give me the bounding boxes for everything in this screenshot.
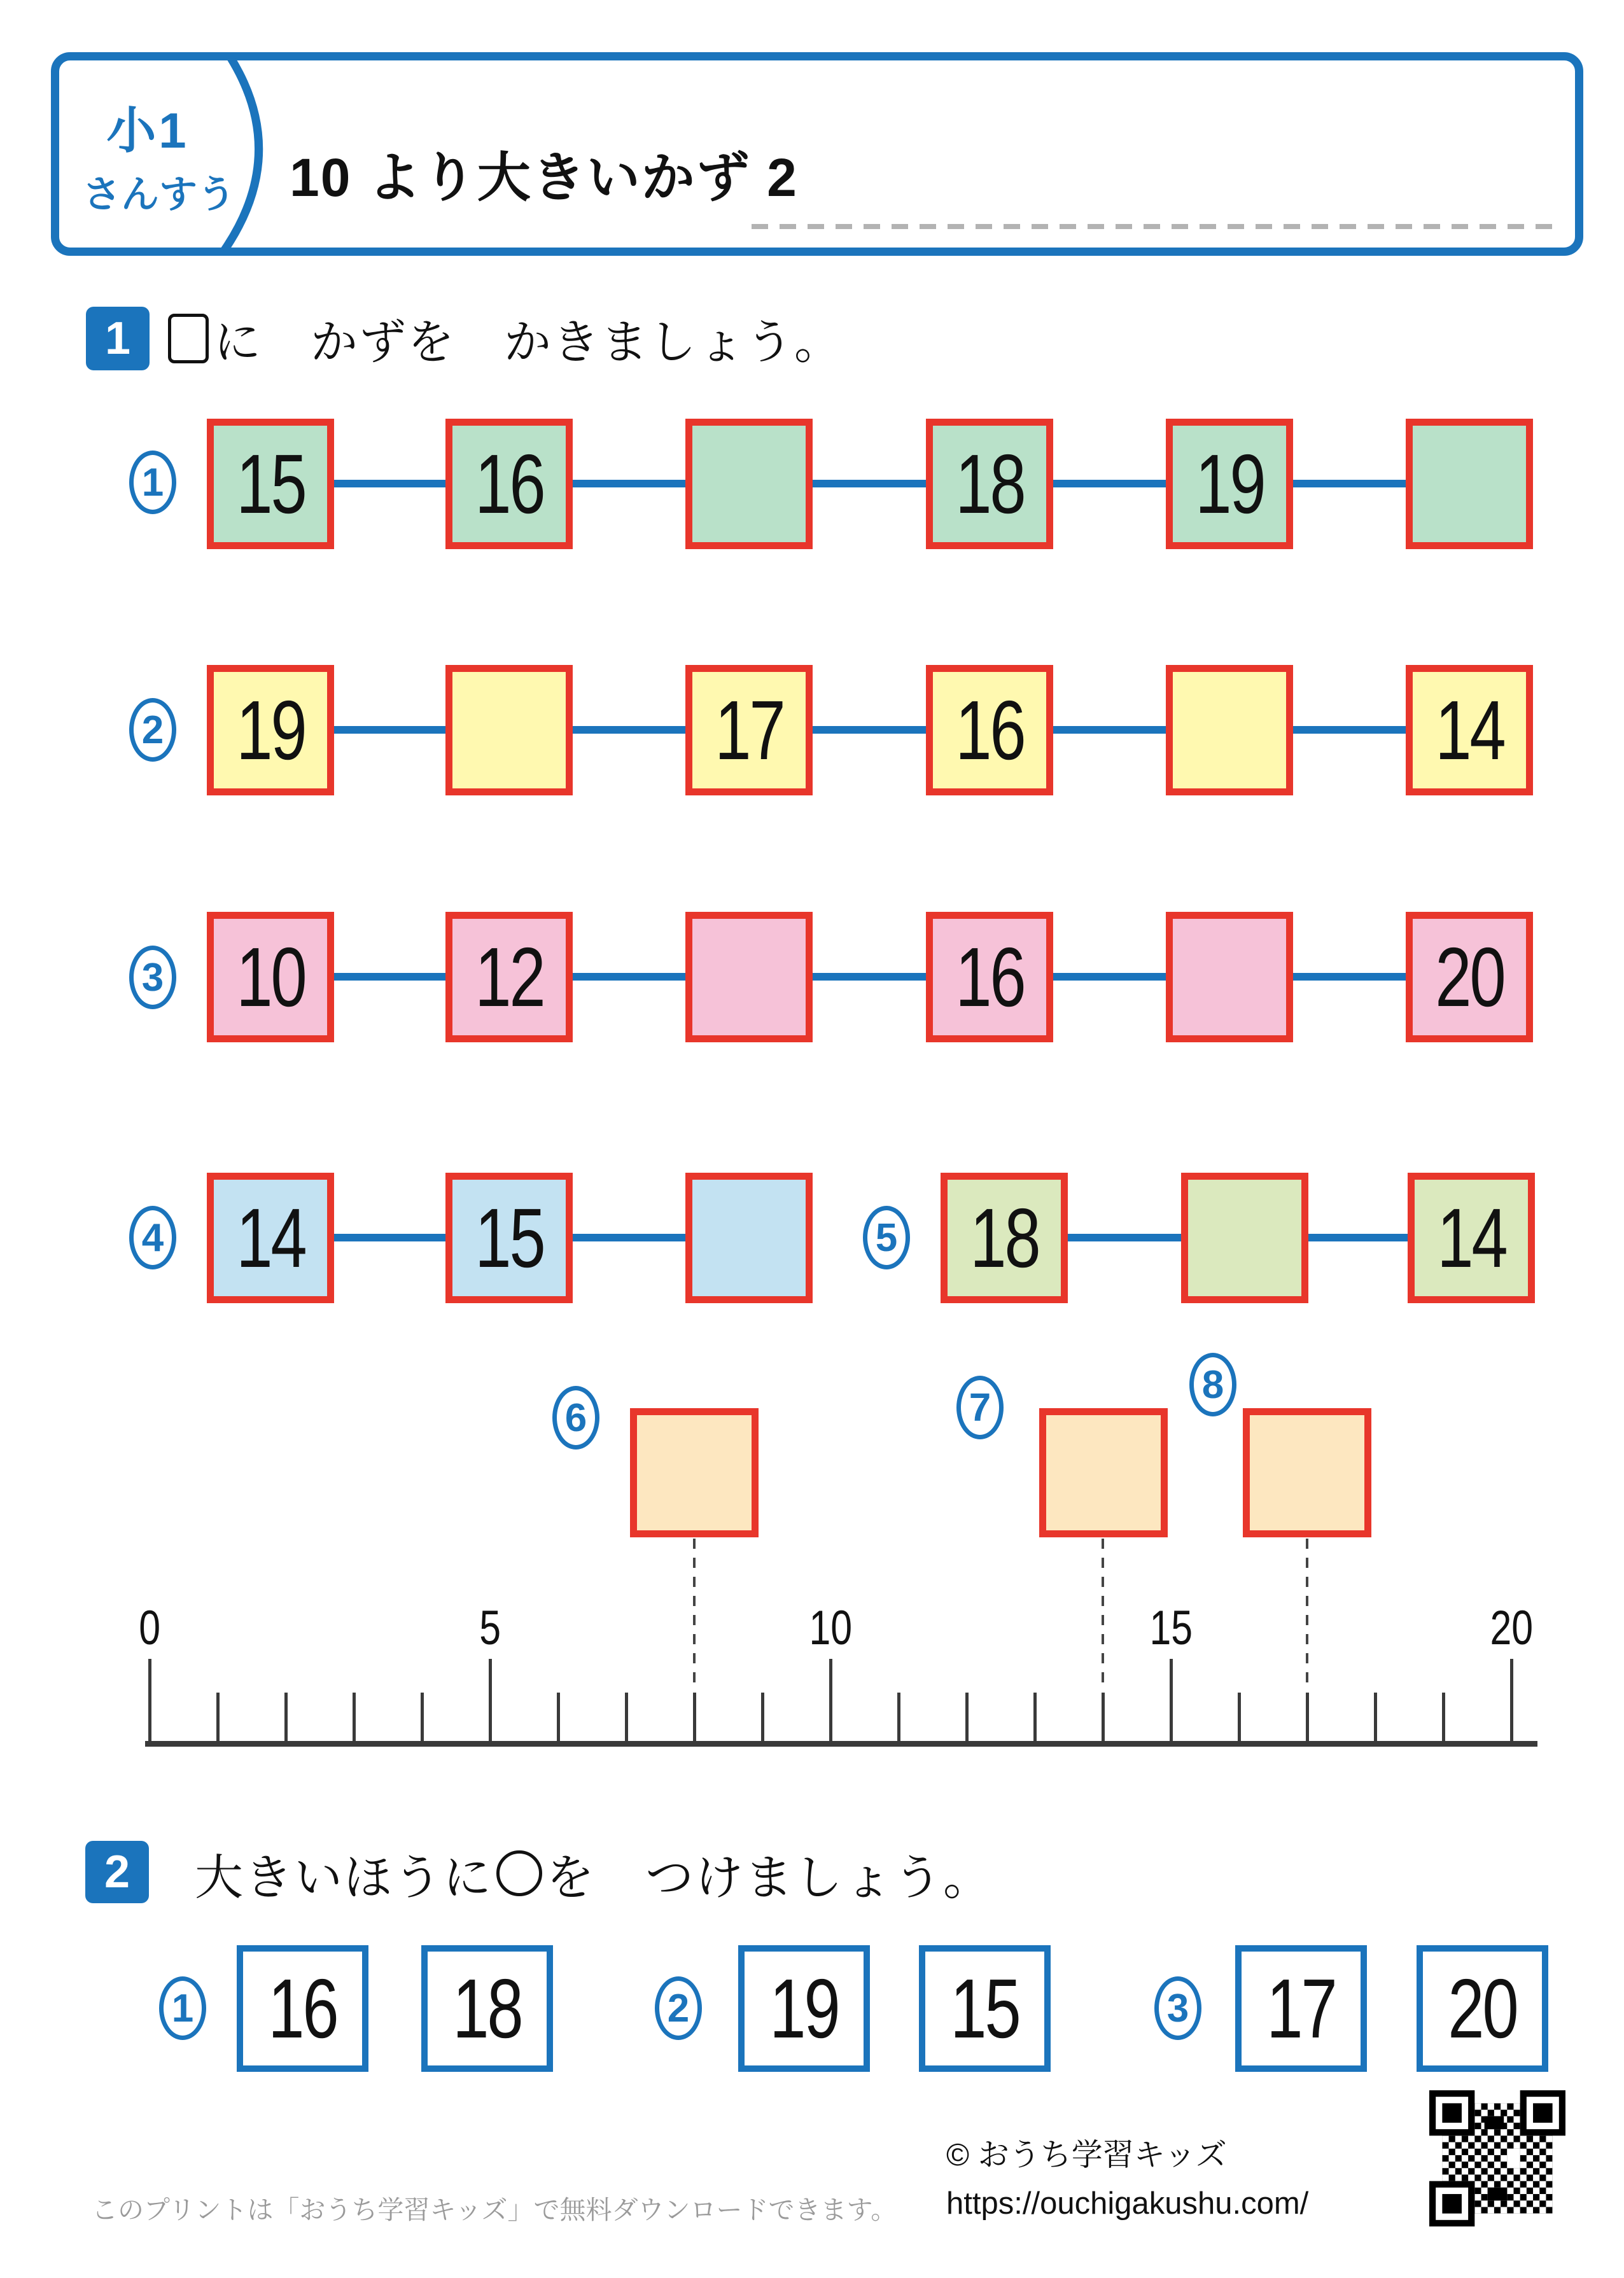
answer-box: 17: [685, 665, 813, 795]
subject-label: さんすう: [83, 173, 235, 216]
answer-box: 16: [445, 419, 573, 549]
choice-box[interactable]: 19: [738, 1945, 870, 2072]
answer-box-empty[interactable]: [1406, 419, 1533, 549]
guide-dashed-line: [1306, 1539, 1308, 1688]
answer-box-empty[interactable]: [685, 912, 813, 1042]
answer-box: 10: [207, 912, 334, 1042]
answer-box: 14: [207, 1173, 334, 1303]
answer-box: 20: [1406, 912, 1533, 1042]
tick-mark: [1374, 1693, 1377, 1741]
qr-finder-top-left: [1429, 2090, 1474, 2135]
answer-box-empty[interactable]: [630, 1408, 759, 1537]
answer-box: 18: [941, 1173, 1068, 1303]
tick-mark: [421, 1693, 424, 1741]
number-line-baseline: [145, 1741, 1537, 1747]
section1-instruction-text: に かずを かきましょう。: [214, 316, 843, 368]
answer-box: 19: [1166, 419, 1293, 549]
section2-instruction-suffix: を つけましょう。: [546, 1850, 993, 1905]
answer-box-empty[interactable]: [685, 419, 813, 549]
tick-mark: [1170, 1659, 1173, 1741]
qr-finder-top-right: [1520, 2090, 1565, 2135]
tick-mark: [284, 1693, 288, 1741]
choice-box[interactable]: 18: [421, 1945, 553, 2072]
section2-badge: 2: [85, 1841, 149, 1903]
answer-box: 15: [445, 1173, 573, 1303]
question-circle-4: 4: [129, 1206, 176, 1269]
question-circle-7: 7: [956, 1376, 1004, 1439]
guide-dashed-line: [693, 1539, 696, 1688]
number-line-label: 5: [479, 1601, 501, 1655]
section2-instruction: [195, 1840, 993, 1906]
question-circle-3: 3: [129, 946, 176, 1009]
tick-mark: [353, 1693, 356, 1741]
answer-box: 14: [1408, 1173, 1535, 1303]
problem-circle-3: 3: [1154, 1976, 1201, 2040]
copyright-text: © おうち学習キッズ: [946, 2138, 1227, 2172]
circle-mark-symbol: [496, 1850, 542, 1896]
tick-mark: [148, 1659, 151, 1741]
choice-box[interactable]: 16: [237, 1945, 368, 2072]
choice-box[interactable]: 20: [1417, 1945, 1548, 2072]
tick-mark: [829, 1659, 832, 1741]
number-line-label: 10: [809, 1601, 852, 1655]
tick-mark: [1102, 1693, 1105, 1741]
qr-finder-bottom-left: [1429, 2181, 1474, 2226]
answer-box-empty[interactable]: [685, 1173, 813, 1303]
tick-mark: [1238, 1693, 1241, 1741]
tick-mark: [557, 1693, 560, 1741]
tick-mark: [1510, 1659, 1513, 1741]
answer-box: 14: [1406, 665, 1533, 795]
section1-instruction: [167, 305, 843, 372]
number-line-label: 20: [1490, 1601, 1533, 1655]
choice-box[interactable]: 17: [1235, 1945, 1367, 2072]
answer-box: 15: [207, 419, 334, 549]
tick-mark: [965, 1693, 969, 1741]
problem-circle-2: 2: [655, 1976, 702, 2040]
answer-box: 16: [926, 912, 1053, 1042]
answer-box: 16: [926, 665, 1053, 795]
question-circle-6: 6: [552, 1386, 599, 1450]
answer-box-empty[interactable]: [445, 665, 573, 795]
question-circle-1: 1: [129, 451, 176, 514]
tick-mark: [1033, 1693, 1037, 1741]
answer-box: 19: [207, 665, 334, 795]
answer-box: 18: [926, 419, 1053, 549]
tick-mark: [897, 1693, 900, 1741]
guide-dashed-line: [1102, 1539, 1104, 1688]
qr-code: [1429, 2090, 1565, 2226]
tick-mark: [489, 1659, 492, 1741]
answer-box-empty[interactable]: [1181, 1173, 1308, 1303]
number-line-label: 15: [1149, 1601, 1193, 1655]
name-write-line: [752, 224, 1552, 229]
blank-box-symbol: [168, 314, 209, 363]
question-circle-5: 5: [863, 1206, 910, 1269]
question-circle-8: 8: [1189, 1353, 1236, 1416]
answer-box-empty[interactable]: [1166, 912, 1293, 1042]
answer-box-empty[interactable]: [1166, 665, 1293, 795]
tick-mark: [761, 1693, 764, 1741]
tick-mark: [1442, 1693, 1445, 1741]
answer-box: 12: [445, 912, 573, 1042]
problem-circle-1: 1: [159, 1976, 206, 2040]
download-note: このプリントは「おうち学習キッズ」で無料ダウンロードできます。: [92, 2195, 897, 2225]
tick-mark: [693, 1693, 696, 1741]
site-url: https://ouchigakushu.com/: [946, 2186, 1309, 2221]
worksheet-title: 10 より大きいかず 2: [290, 148, 798, 207]
section1-badge: 1: [86, 307, 150, 370]
choice-box[interactable]: 15: [919, 1945, 1051, 2072]
tick-mark: [216, 1693, 220, 1741]
answer-box-empty[interactable]: [1039, 1408, 1168, 1537]
answer-box-empty[interactable]: [1243, 1408, 1371, 1537]
grade-label: 小1: [106, 102, 189, 158]
number-line-label: 0: [139, 1601, 160, 1655]
section2-instruction-prefix: 大きいほうに: [195, 1850, 493, 1905]
question-circle-2: 2: [129, 698, 176, 762]
tick-mark: [625, 1693, 628, 1741]
tick-mark: [1306, 1693, 1309, 1741]
